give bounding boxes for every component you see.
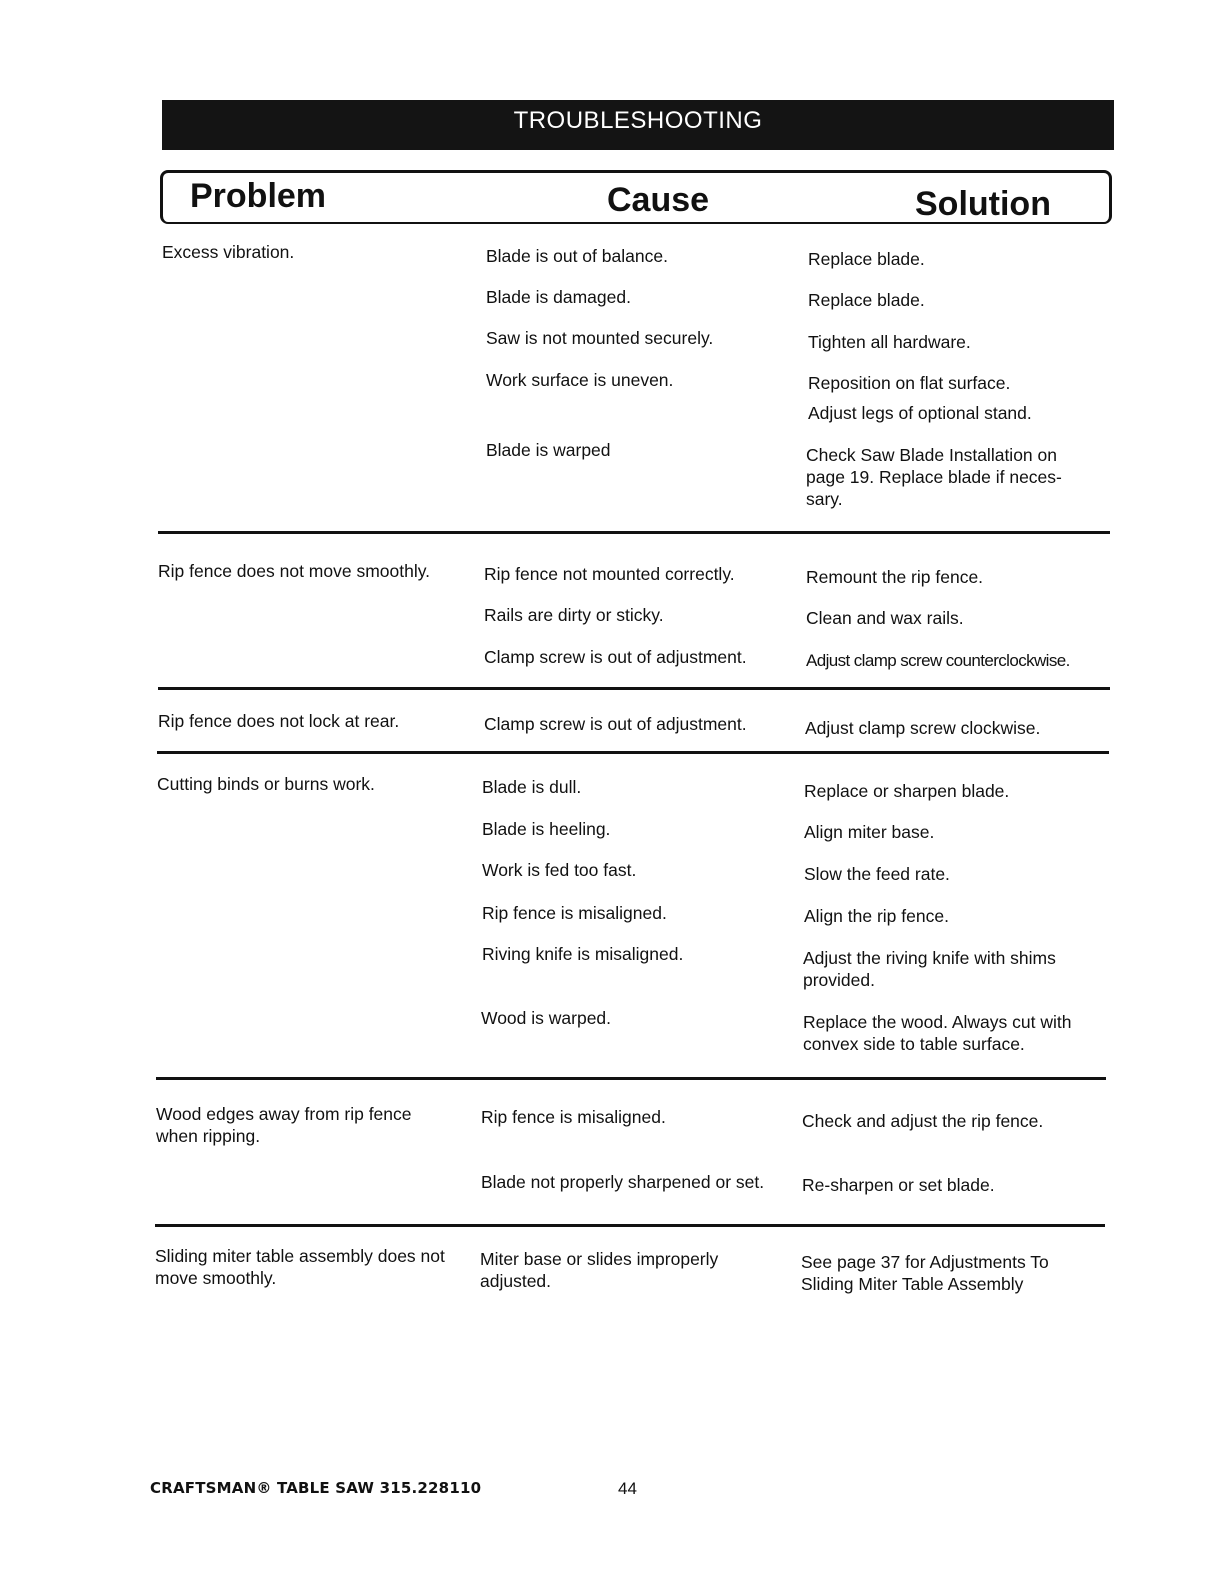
- problem-cell: Sliding miter table assembly does not move smoothly.: [155, 1246, 445, 1288]
- solution-cell: Slow the feed rate.: [804, 864, 950, 884]
- cause-cell: Miter base or slides improperly adjusted.: [480, 1249, 719, 1291]
- solution-cell: Replace or sharpen blade.: [804, 781, 1010, 801]
- solution-column-header: Solution: [915, 185, 1051, 223]
- solution-cell: Adjust the riving knife with shims provided.: [803, 948, 1056, 990]
- solution-cell: Align the rip fence.: [804, 906, 949, 926]
- solution-cell: Remount the rip fence.: [806, 567, 984, 587]
- problem-cell: Excess vibration.: [162, 242, 295, 262]
- solution-cell: Align miter base.: [804, 822, 935, 842]
- problem-column-header: Problem: [190, 177, 327, 215]
- cause-cell: Rails are dirty or sticky.: [484, 605, 664, 625]
- section-divider: [158, 687, 1110, 690]
- cause-cell: Blade not properly sharpened or set.: [481, 1172, 765, 1192]
- solution-cell: Replace blade.: [808, 290, 925, 310]
- problem-cell: Wood edges away from rip fence when ripping.: [156, 1104, 412, 1146]
- cause-cell: Riving knife is misaligned.: [482, 944, 684, 964]
- section-title: TROUBLESHOOTING: [513, 107, 763, 134]
- solution-cell: Tighten all hardware.: [808, 332, 971, 352]
- cause-cell: Rip fence is misaligned.: [482, 903, 667, 923]
- cause-cell: Rip fence not mounted correctly.: [484, 564, 735, 584]
- solution-cell: See page 37 for Adjustments To Sliding Miter Table Assembly: [801, 1252, 1049, 1294]
- cause-cell: Blade is heeling.: [482, 819, 611, 839]
- solution-cell: Reposition on flat surface.: [808, 373, 1011, 393]
- section-divider: [156, 1077, 1106, 1080]
- problem-cell: Rip fence does not move smoothly.: [158, 561, 431, 581]
- cause-cell: Blade is warped: [486, 440, 611, 460]
- solution-cell: Replace blade.: [808, 249, 925, 269]
- cause-cell: Rip fence is misaligned.: [481, 1107, 666, 1127]
- cause-cell: Clamp screw is out of adjustment.: [484, 714, 747, 734]
- cause-column-header: Cause: [607, 181, 710, 219]
- cause-cell: Saw is not mounted securely.: [486, 328, 714, 348]
- cause-cell: Wood is warped.: [481, 1008, 612, 1028]
- section-divider: [157, 751, 1109, 754]
- problem-cell: Rip fence does not lock at rear.: [158, 711, 400, 731]
- cause-cell: Blade is damaged.: [486, 287, 631, 307]
- solution-cell: Check Saw Blade Installation on page 19. Replace blade if neces- sary.: [806, 445, 1062, 509]
- page-number: 44: [618, 1479, 637, 1498]
- section-title-banner: [162, 100, 1114, 150]
- cause-cell: Work is fed too fast.: [482, 860, 637, 880]
- cause-cell: Work surface is uneven.: [486, 370, 674, 390]
- section-divider: [158, 531, 1110, 534]
- column-header-row: [160, 170, 1112, 224]
- solution-cell: Check and adjust the rip fence.: [802, 1111, 1044, 1131]
- solution-cell: Replace the wood. Always cut with convex side to table surface.: [803, 1012, 1072, 1054]
- section-divider: [155, 1224, 1105, 1227]
- cause-cell: Clamp screw is out of adjustment.: [484, 647, 747, 667]
- solution-cell: Re-sharpen or set blade.: [802, 1175, 995, 1195]
- problem-cell: Cutting binds or burns work.: [157, 774, 375, 794]
- cause-cell: Blade is out of balance.: [486, 246, 668, 266]
- solution-cell: Adjust clamp screw counterclockwise.: [806, 651, 1070, 670]
- solution-cell: Adjust legs of optional stand.: [808, 403, 1032, 423]
- cause-cell: Blade is dull.: [482, 777, 582, 797]
- solution-cell: Adjust clamp screw clockwise.: [805, 718, 1041, 738]
- footer-brand-model: CRAFTSMAN® TABLE SAW 315.228110: [150, 1479, 482, 1497]
- solution-cell: Clean and wax rails.: [806, 608, 964, 628]
